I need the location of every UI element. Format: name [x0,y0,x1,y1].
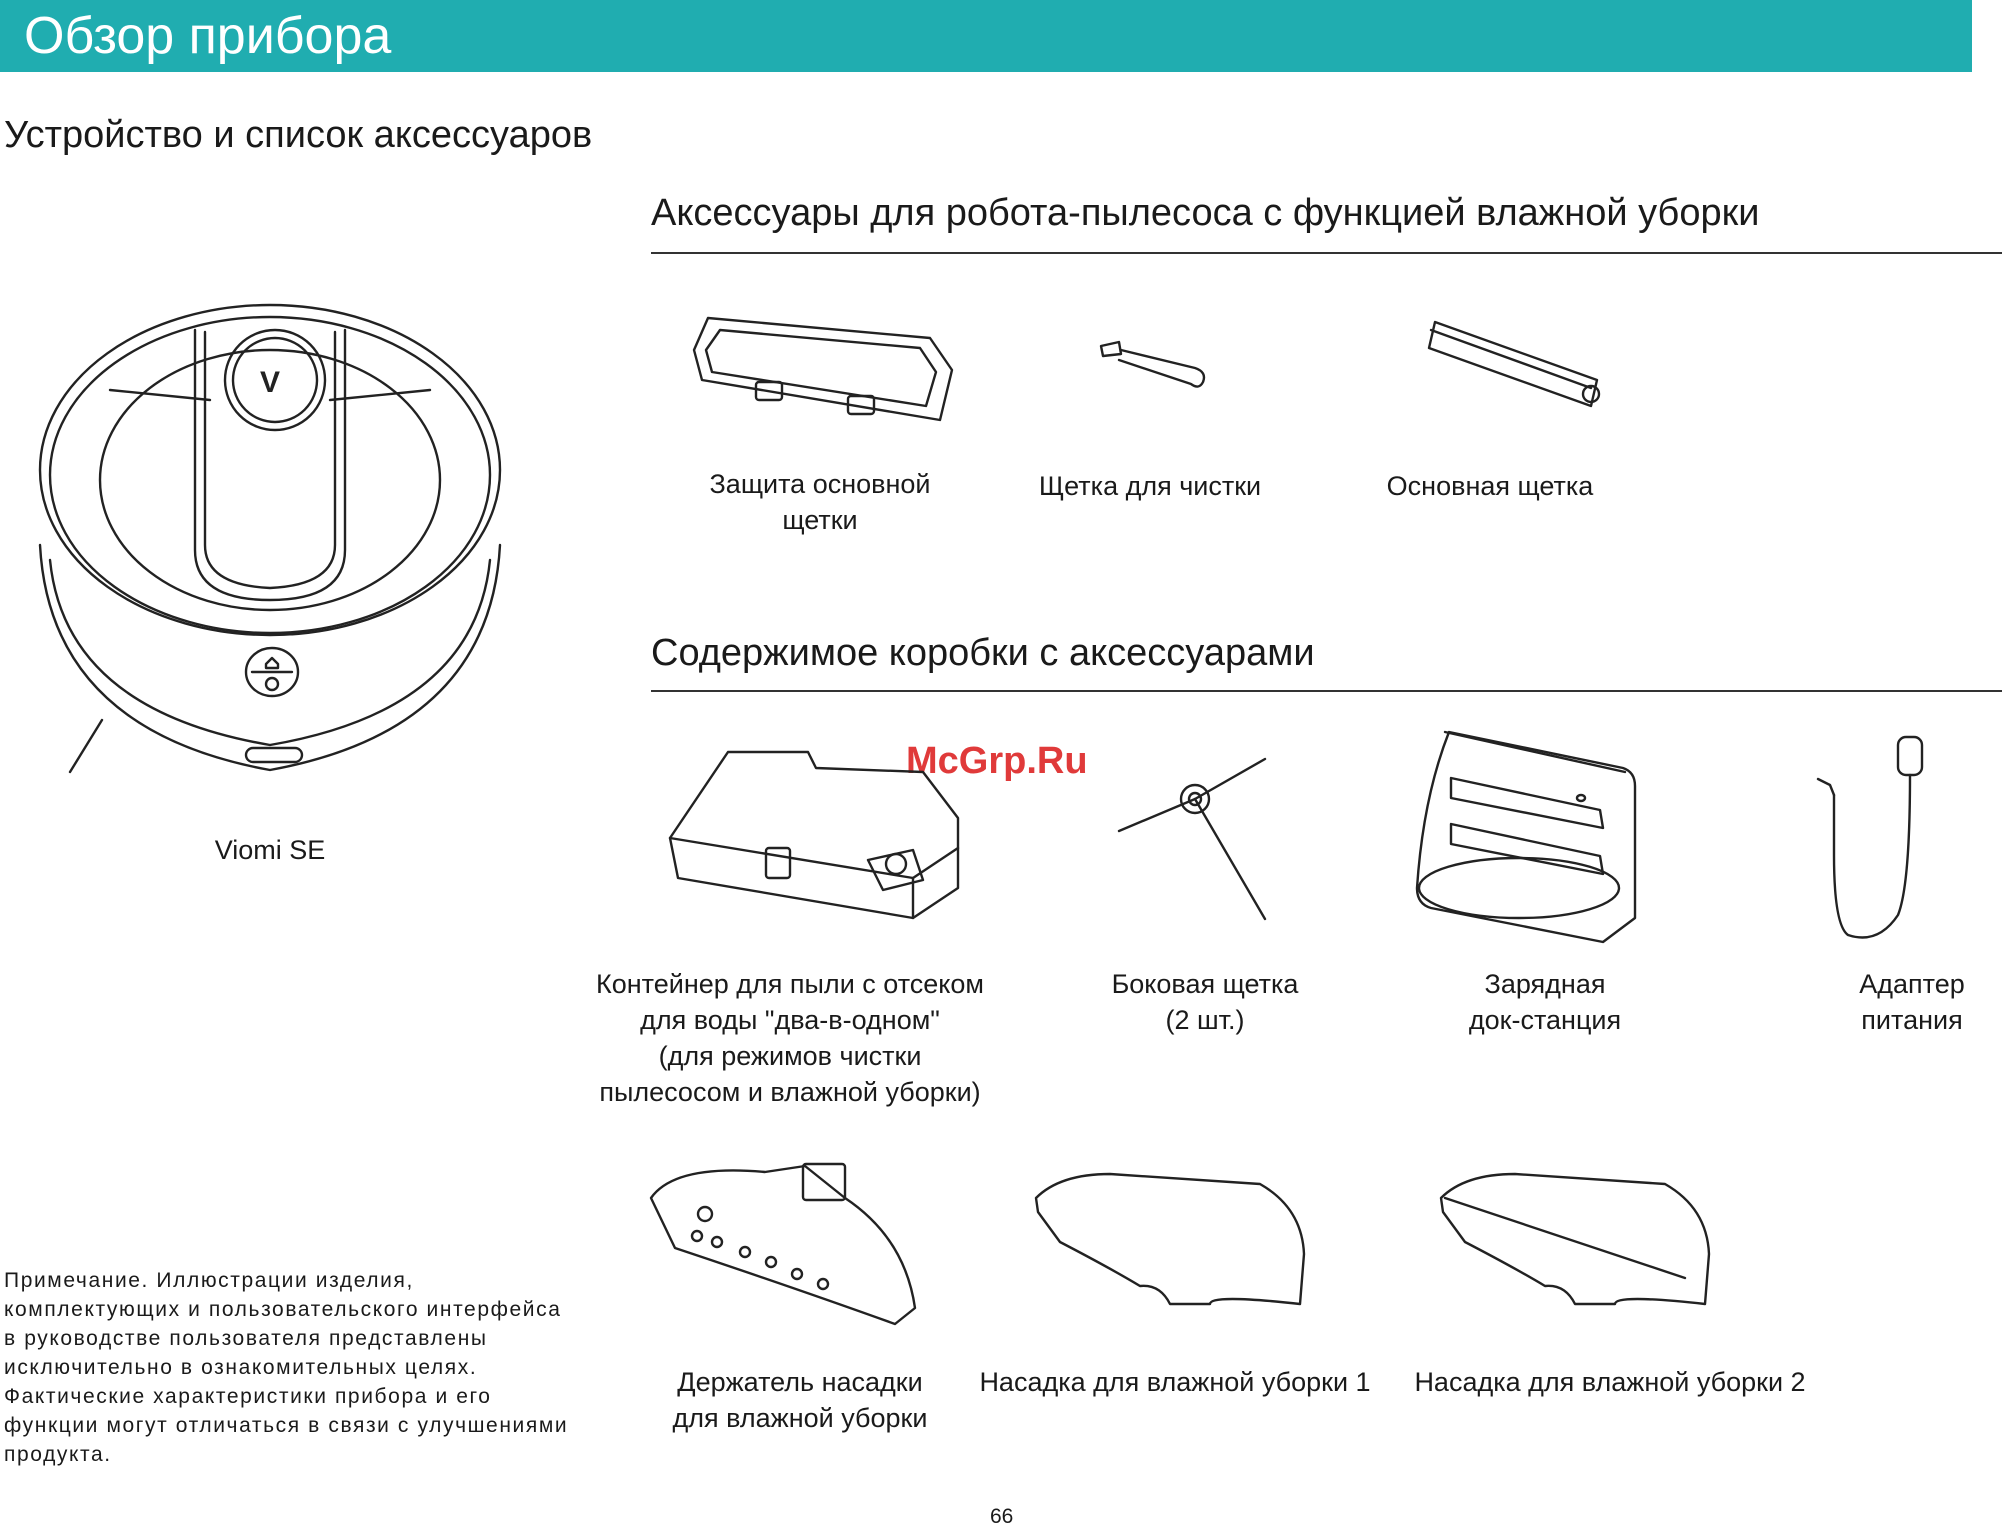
page-title: Обзор прибора [24,7,392,65]
robot-vacuum-illustration [20,300,540,780]
main-brush-illustration [1425,322,1605,412]
caption-dustbin: Контейнер для пыли с отсеком для воды "два-в-одном" (для режимов чистки пылесосом и влажной уборки) [596,969,984,1107]
dock-illustration [1415,728,1645,948]
device-name: Viomi SE [214,835,326,865]
section-title-box-contents: Содержимое коробки с аксессуарами [651,632,1315,674]
adapter-illustration [1808,735,1930,945]
page-subtitle: Устройство и список аксессуаров [4,114,593,156]
caption-main-brush: Основная щетка [1386,471,1594,501]
logo-text: V [260,366,281,399]
caption-dock: Зарядная док-станция [1468,969,1622,1035]
mop-pad-1-illustration [1030,1168,1310,1318]
disclaimer-note: Примечание. Иллюстрации изделия, комплектующих и пользовательского интерфейса в руководстве пользователя представлены исключительно в ознакомительных целях. Фактические характеристики прибора и его функции могут отличаться в связи с улучшениями продукта. [4,1269,569,1466]
side-brush-illustration [1115,755,1275,925]
caption-cleaning-tool: Щетка для чистки [1038,471,1262,501]
section-divider [651,252,2002,254]
caption-adapter: Адаптер питания [1859,969,1965,1035]
caption-brush-guard: Защита основной щетки [709,469,931,535]
mop-holder-illustration [645,1158,925,1328]
caption-mop-pad-1: Насадка для влажной уборки 1 [979,1367,1371,1397]
page-number: 66 [990,1505,1014,1528]
header-bar [0,0,1972,72]
section-title-mop-accessories: Аксессуары для робота-пылесоса с функцией влажной уборки [651,192,1760,234]
cleaning-tool-illustration [1095,338,1215,394]
watermark: McGrp.Ru [906,740,1088,782]
dustbin-illustration [668,748,963,928]
caption-mop-pad-2: Насадка для влажной уборки 2 [1414,1367,1806,1397]
brush-guard-illustration [690,310,960,430]
caption-mop-holder: Держатель насадки для влажной уборки [672,1367,928,1433]
section-divider [651,690,2002,692]
mop-pad-2-illustration [1435,1168,1715,1318]
caption-side-brush: Боковая щетка (2 шт.) [1111,969,1299,1035]
